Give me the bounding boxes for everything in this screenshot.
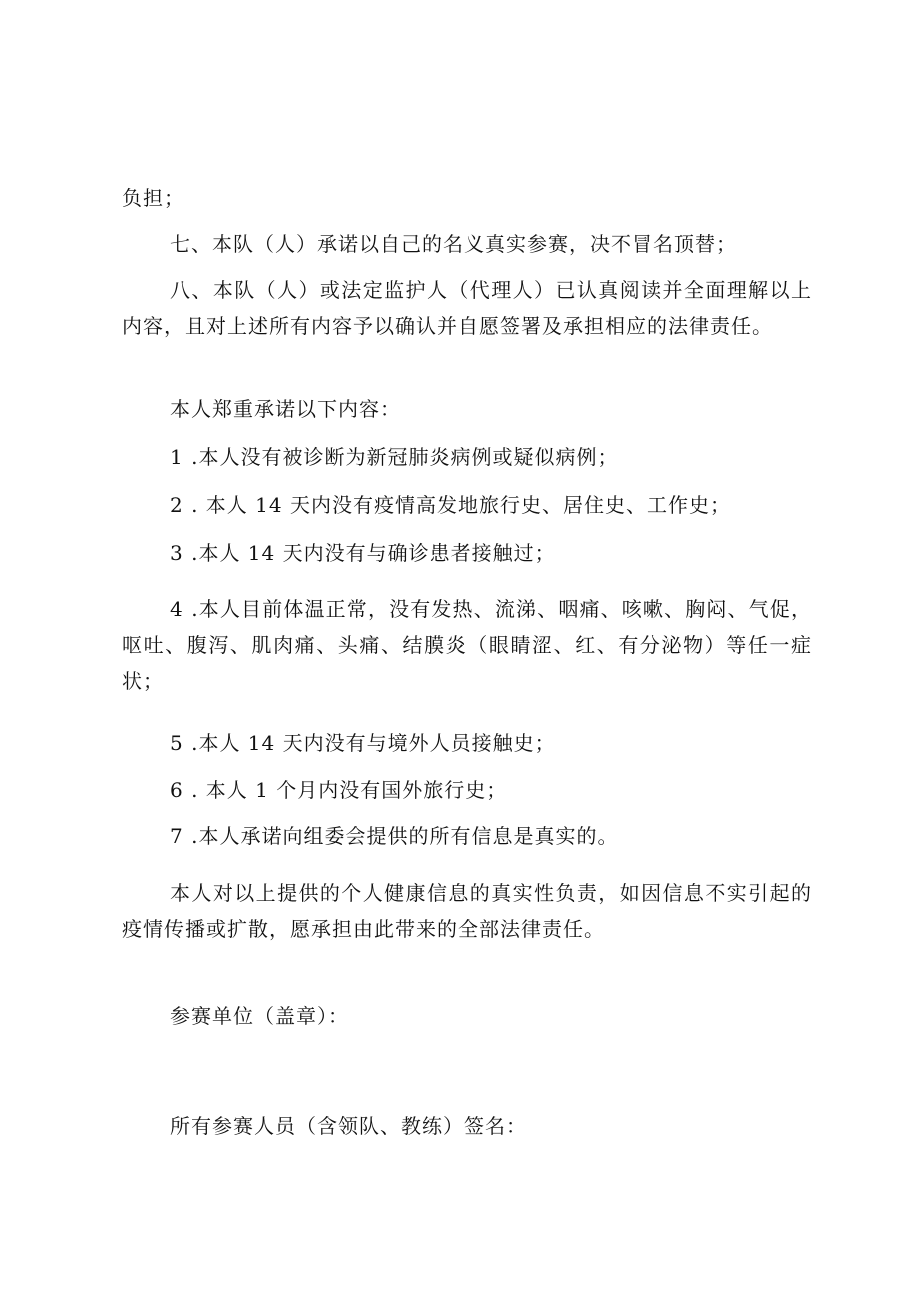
- pledge-intro: 本人郑重承诺以下内容：: [170, 397, 401, 421]
- unit-seal-field: 参赛单位（盖章）：: [170, 1004, 349, 1028]
- paragraph-continuation: 负担；: [122, 186, 185, 210]
- pledge-item-3: 3 .本人 14 天内没有与确诊患者接触过；: [170, 541, 556, 565]
- pledge-item-5: 5 .本人 14 天内没有与境外人员接触史；: [170, 731, 556, 755]
- pledge-item-6: 6 . 本人 1 个月内没有国外旅行史；: [170, 778, 508, 802]
- clause-seven: 七、本队（人）承诺以自己的名义真实参赛，决不冒名顶替；: [170, 232, 737, 256]
- pledge-item-2: 2 . 本人 14 天内没有疫情高发地旅行史、居住史、工作史；: [170, 493, 731, 517]
- pledge-item-4: 4 .本人目前体温正常，没有发热、流涕、咽痛、咳嗽、胸闷、气促，呕吐、腹泻、肌肉痛、头痛、结膜炎（眼睛涩、红、有分泌物）等任一症状；: [122, 597, 812, 693]
- pledge-item-1: 1 .本人没有被诊断为新冠肺炎病例或疑似病例；: [170, 445, 619, 469]
- responsibility-statement: 本人对以上提供的个人健康信息的真实性负责，如因信息不实引起的疫情传播或扩散，愿承担由此带来的全部法律责任。: [122, 881, 812, 941]
- pledge-item-7: 7 .本人承诺向组委会提供的所有信息是真实的。: [170, 824, 619, 848]
- signature-field: 所有参赛人员（含领队、教练）签名：: [170, 1114, 527, 1138]
- clause-eight: 八、本队（人）或法定监护人（代理人）已认真阅读并全面理解以上内容，且对上述所有内容予以确认并自愿签署及承担相应的法律责任。: [122, 278, 812, 338]
